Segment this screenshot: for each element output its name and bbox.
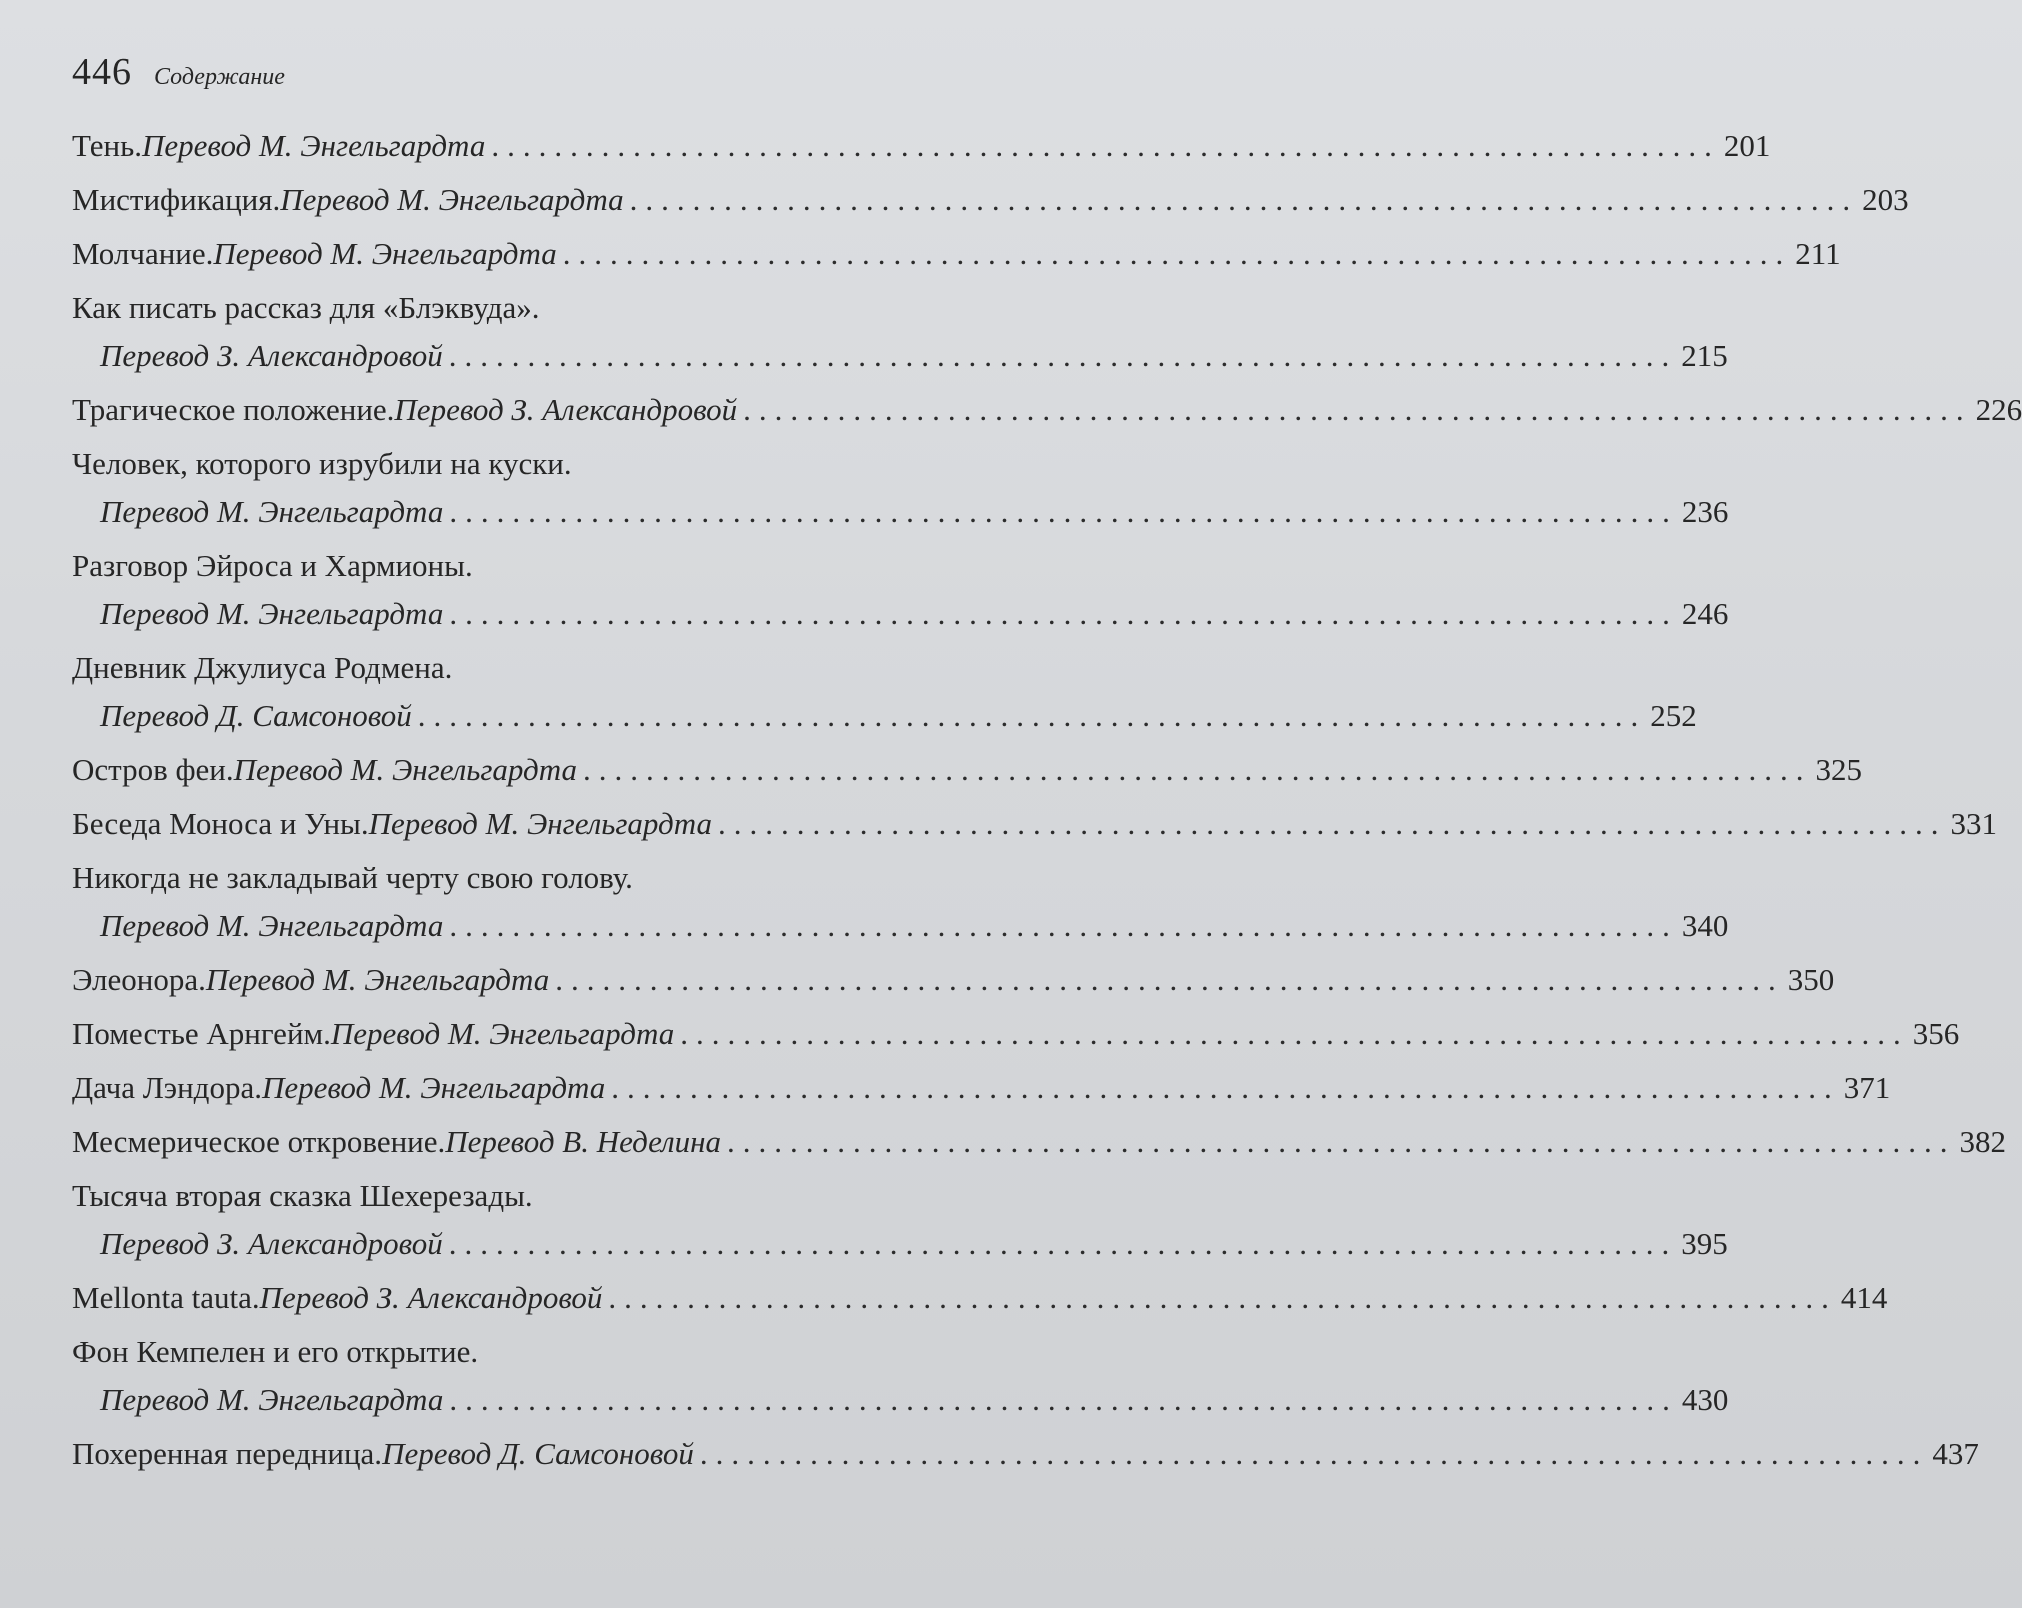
leader-dots: ..............................................................................	[680, 1016, 1909, 1051]
page-ref: 414	[1840, 1280, 1888, 1315]
page-ref: 215	[1681, 338, 1728, 373]
leader-dots: ..............................................................................	[562, 236, 1792, 271]
translator: Перевод М. Энгельгардта	[368, 806, 712, 841]
leader-dots: ..............................................................................	[449, 908, 1678, 943]
story-title: Молчание.	[72, 236, 214, 271]
story-title: Мистификация.	[72, 182, 281, 217]
story-title: Дача Лэндора.	[72, 1070, 262, 1105]
toc-line	[72, 386, 2022, 434]
toc-line	[72, 1274, 1888, 1322]
toc-entry	[72, 542, 1729, 638]
toc-line	[72, 1328, 964, 1376]
translator: Перевод М. Энгельгардта	[280, 182, 624, 217]
translator: Перевод Д. Самсоновой	[100, 698, 412, 733]
story-title: Mellonta tauta.	[72, 1280, 260, 1315]
page-ref: 350	[1787, 962, 1835, 997]
toc-line	[72, 644, 964, 692]
leader-dots: ..............................................................................	[717, 806, 1947, 841]
toc-line	[72, 1118, 2007, 1166]
toc-entry	[72, 746, 1862, 794]
story-title: Дневник Джулиуса Родмена.	[72, 650, 453, 685]
toc-line	[72, 1430, 1979, 1478]
toc-entry	[72, 122, 1771, 170]
page-ref: 371	[1843, 1070, 1891, 1105]
toc-entry	[72, 176, 1909, 224]
section-title: Содержание	[154, 64, 285, 90]
table-of-contents	[72, 122, 2022, 1484]
story-title: Тень.	[72, 128, 142, 163]
toc-line	[72, 692, 1697, 740]
toc-line	[72, 854, 964, 902]
toc-entry	[72, 956, 1835, 1004]
story-title: Никогда не закладывай черту свою голову.	[72, 860, 633, 895]
translator: Перевод З. Александровой	[100, 1226, 443, 1261]
toc-line	[72, 332, 1728, 380]
toc-entry	[72, 284, 1728, 380]
toc-line	[72, 1064, 1891, 1112]
leader-dots: ..............................................................................	[491, 128, 1720, 163]
toc-entry	[72, 440, 1729, 536]
story-title: Месмерическое откровение.	[72, 1124, 446, 1159]
page-ref: 236	[1681, 494, 1729, 529]
toc-line	[72, 542, 964, 590]
toc-entry	[72, 1328, 1729, 1424]
story-title: Трагическое положение.	[72, 392, 395, 427]
leader-dots: ..............................................................................	[727, 1124, 1956, 1159]
translator: Перевод М. Энгельгардта	[330, 1016, 675, 1051]
translator: Перевод М. Энгельгардта	[100, 494, 444, 529]
page-ref: 325	[1815, 752, 1862, 787]
leader-dots: ..............................................................................	[629, 182, 1859, 217]
toc-line	[72, 230, 1841, 278]
toc-line	[72, 1010, 1960, 1058]
page-ref: 395	[1681, 1226, 1728, 1261]
leader-dots: ..............................................................................	[417, 698, 1647, 733]
leader-dots: ..............................................................................	[611, 1070, 1840, 1105]
toc-line	[72, 902, 1729, 950]
page-ref: 382	[1959, 1124, 2007, 1159]
leader-dots: ..............................................................................	[582, 752, 1812, 787]
story-title: Элеонора.	[72, 962, 206, 997]
story-title: Остров феи.	[72, 752, 234, 787]
translator: Перевод З. Александровой	[100, 338, 443, 373]
page-ref: 201	[1723, 128, 1771, 163]
translator: Перевод М. Энгельгардта	[100, 596, 444, 631]
leader-dots: ..............................................................................	[449, 494, 1678, 529]
translator: Перевод М. Энгельгардта	[233, 752, 577, 787]
toc-entry	[72, 800, 1997, 848]
translator: Перевод В. Неделина	[445, 1124, 722, 1159]
leader-dots: ..............................................................................	[448, 1226, 1678, 1261]
toc-line	[72, 1172, 964, 1220]
page-ref: 203	[1862, 182, 1909, 217]
toc-line	[72, 746, 1862, 794]
translator: Перевод З. Александровой	[259, 1280, 603, 1315]
toc-line	[72, 800, 1997, 848]
page-ref: 437	[1932, 1436, 1979, 1471]
translator: Перевод М. Энгельгардта	[261, 1070, 606, 1105]
toc-entry	[72, 644, 1697, 740]
toc-entry	[72, 1430, 1979, 1478]
leader-dots: ..............................................................................	[448, 338, 1678, 373]
story-title: Поместье Арнгейм.	[72, 1016, 331, 1051]
leader-dots: ..............................................................................	[608, 1280, 1837, 1315]
translator: Перевод М. Энгельгардта	[100, 908, 444, 943]
toc-line	[72, 956, 1835, 1004]
page-ref: 226	[1975, 392, 2022, 427]
leader-dots: ..............................................................................	[555, 962, 1784, 997]
page-ref: 211	[1795, 236, 1841, 271]
toc-line	[72, 440, 964, 488]
toc-entry	[72, 1064, 1891, 1112]
toc-line	[72, 122, 1771, 170]
toc-entry	[72, 854, 1729, 950]
toc-line	[72, 284, 964, 332]
translator: Перевод М. Энгельгардта	[205, 962, 550, 997]
leader-dots: ..............................................................................	[743, 392, 1972, 427]
leader-dots: ..............................................................................	[449, 1382, 1678, 1417]
translator: Перевод М. Энгельгардта	[142, 128, 486, 163]
page-ref: 246	[1681, 596, 1729, 631]
translator: Перевод М. Энгельгардта	[213, 236, 557, 271]
page-ref: 331	[1950, 806, 1997, 841]
translator: Перевод М. Энгельгардта	[100, 1382, 444, 1417]
toc-line	[72, 590, 1729, 638]
toc-line	[72, 488, 1729, 536]
toc-entry	[72, 1274, 1888, 1322]
story-title: Разговор Эйроса и Хармионы.	[72, 548, 473, 583]
story-title: Тысяча вторая сказка Шехерезады.	[72, 1178, 533, 1213]
page-number: 446	[72, 51, 132, 93]
leader-dots: ..............................................................................	[699, 1436, 1929, 1471]
story-title: Фон Кемпелен и его открытие.	[72, 1334, 479, 1369]
page-header	[72, 50, 285, 94]
toc-entry	[72, 230, 1841, 278]
toc-line	[72, 1376, 1729, 1424]
translator: Перевод З. Александровой	[394, 392, 738, 427]
toc-line	[72, 1220, 1728, 1268]
page-ref: 356	[1912, 1016, 1960, 1051]
story-title: Человек, которого изрубили на куски.	[72, 446, 572, 481]
story-title: Беседа Моноса и Уны.	[72, 806, 369, 841]
leader-dots: ..............................................................................	[449, 596, 1678, 631]
page-ref: 252	[1650, 698, 1697, 733]
page-ref: 430	[1681, 1382, 1729, 1417]
toc-entry	[72, 386, 2022, 434]
page-ref: 340	[1681, 908, 1729, 943]
story-title: Похеренная передница.	[72, 1436, 383, 1471]
toc-entry	[72, 1172, 1728, 1268]
toc-entry	[72, 1010, 1960, 1058]
story-title: Как писать рассказ для «Блэквуда».	[72, 290, 540, 325]
toc-entry	[72, 1118, 2007, 1166]
translator: Перевод Д. Самсоновой	[382, 1436, 694, 1471]
toc-line	[72, 176, 1909, 224]
